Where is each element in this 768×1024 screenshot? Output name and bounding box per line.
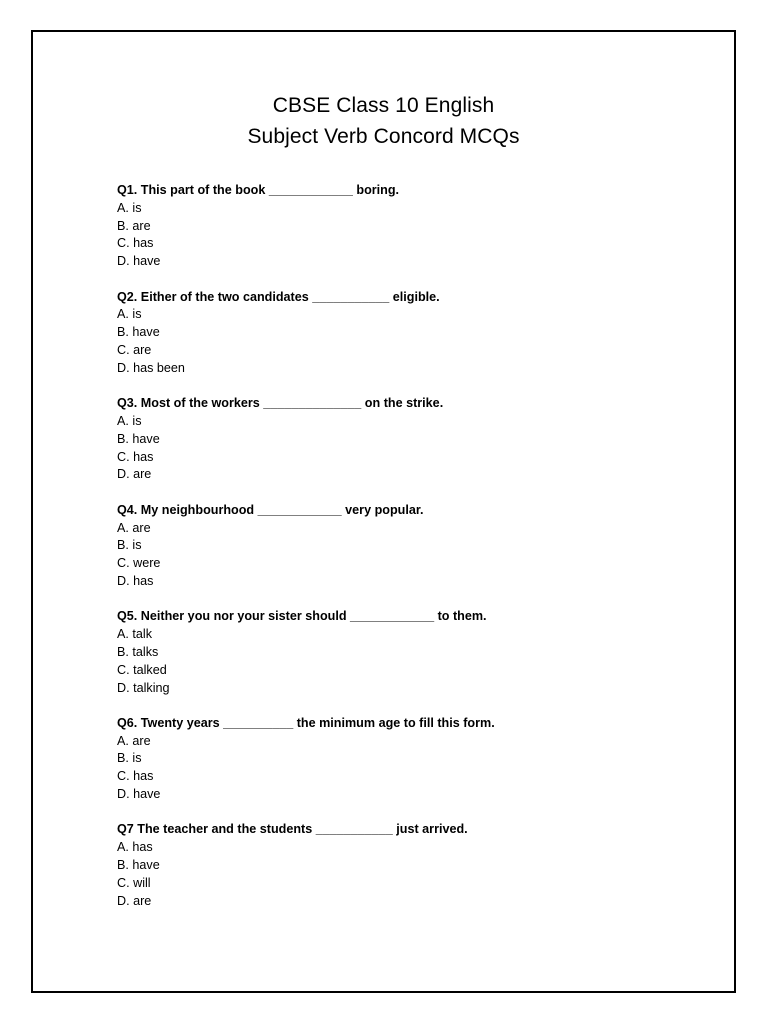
question-text: Q1. This part of the book ____________ boring.: [117, 183, 400, 197]
question-text: Q5. Neither you nor your sister should ____________ to them.: [117, 609, 487, 624]
option-b: B. have: [117, 325, 160, 340]
question-text: Q2. Either of the two candidates ___________ eligible.: [117, 289, 440, 304]
question-text: Q6. Twenty years __________ the minimum age to fill this form.: [117, 715, 495, 730]
question-7: [117, 821, 717, 910]
option-d: D. have: [117, 254, 161, 269]
option-a: A. is: [117, 200, 142, 215]
option-c: C. has: [117, 449, 154, 464]
option-d: D. have: [117, 787, 161, 802]
option-c: C. will: [117, 875, 151, 890]
question-4: [117, 502, 717, 591]
option-b: B. is: [117, 538, 142, 553]
option-a: A. talk: [117, 627, 152, 642]
document-title: [33, 90, 734, 152]
option-a: A. is: [117, 307, 142, 322]
question-text: Q3. Most of the workers ______________ on the strike.: [117, 396, 444, 411]
option-c: C. are: [117, 342, 152, 357]
option-c: C. were: [117, 556, 161, 571]
question-3: [117, 395, 717, 484]
option-a: A. are: [117, 733, 151, 748]
option-b: B. is: [117, 751, 142, 766]
option-a: A. are: [117, 520, 151, 535]
option-c: C. talked: [117, 662, 167, 677]
option-a: A. has: [117, 840, 153, 855]
option-d: D. talking: [117, 680, 170, 695]
question-list: [117, 182, 717, 928]
title-line-2: Subject Verb Concord MCQs: [247, 125, 520, 148]
question-2: [117, 289, 717, 378]
option-b: B. have: [117, 858, 160, 873]
option-b: B. have: [117, 431, 160, 446]
option-c: C. has: [117, 236, 154, 251]
page-border: [31, 30, 736, 993]
title-line-1: CBSE Class 10 English: [272, 94, 495, 117]
option-d: D. are: [117, 467, 152, 482]
question-1: [117, 182, 717, 271]
option-b: B. are: [117, 218, 151, 233]
option-a: A. is: [117, 413, 142, 428]
question-text: Q4. My neighbourhood ____________ very popular.: [117, 502, 424, 517]
option-d: D. are: [117, 893, 152, 908]
option-c: C. has: [117, 769, 154, 784]
option-b: B. talks: [117, 644, 159, 659]
question-text: Q7 The teacher and the students ___________ just arrived.: [117, 822, 468, 837]
option-d: D. has been: [117, 360, 185, 375]
question-6: [117, 715, 717, 804]
question-5: [117, 608, 717, 697]
option-d: D. has: [117, 573, 154, 588]
